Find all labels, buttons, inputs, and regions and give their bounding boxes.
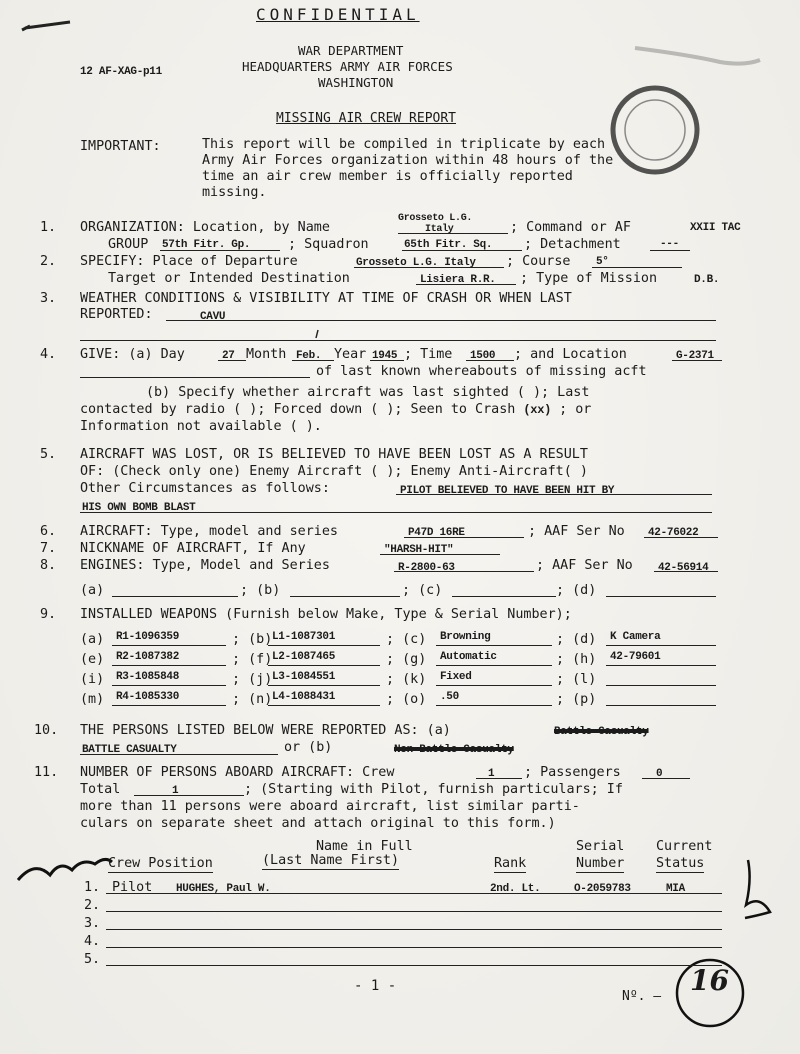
month-label: Month	[246, 347, 287, 362]
target-value[interactable]: Lisiera R.R.	[420, 274, 496, 286]
engine-a-label: (a)	[80, 583, 105, 598]
location-label: ; and Location	[514, 347, 627, 362]
weapon-underline	[606, 691, 716, 706]
header-serial-top: Serial	[576, 839, 625, 854]
header-position: Crew Position	[108, 856, 213, 871]
engines-ser-value[interactable]: 42-56914	[658, 562, 709, 574]
passengers-underline	[642, 764, 690, 779]
weapon-key: ; (j)	[232, 672, 273, 687]
page-number: - 1 -	[354, 978, 397, 994]
year-underline	[370, 346, 404, 361]
crew-row-line	[106, 879, 722, 894]
starting-with-pilot-line: ; (Starting with Pilot, furnish particulars; If	[244, 782, 623, 797]
weapon-value[interactable]: 42-79601	[610, 651, 661, 663]
reported-as-label: THE PERSONS LISTED BELOW WERE REPORTED AS: (a)	[80, 723, 451, 738]
course-label: ; Course	[506, 254, 571, 269]
weapon-key: (a)	[80, 632, 105, 647]
engines-model-underline	[394, 557, 534, 572]
section-11-number: 11.	[34, 765, 59, 780]
postmark-stamp-inner	[625, 100, 685, 160]
circumstances-value-1[interactable]: PILOT BELIEVED TO HAVE BEEN HIT BY	[400, 485, 615, 497]
weapon-value[interactable]: L4-1088431	[272, 691, 336, 703]
crew-row-number: 3.	[84, 916, 101, 931]
weapon-underline	[268, 671, 380, 686]
weapon-underline	[112, 671, 226, 686]
time-underline	[466, 346, 514, 361]
squadron-underline	[402, 236, 522, 251]
detachment-label: ; Detachment	[524, 237, 621, 252]
crew-row-line	[106, 915, 722, 930]
lost-line-2: OF: (Check only one) Enemy Aircraft ( ); Enemy Anti-Aircraft( )	[80, 464, 588, 479]
number-label: Nº. —	[622, 989, 662, 1004]
total-label: Total	[80, 782, 121, 797]
non-battle-casualty-struck[interactable]: Non-Battle Casualty	[394, 744, 514, 756]
reported-label: REPORTED:	[80, 307, 153, 322]
weapon-value[interactable]: R4-1085330	[116, 691, 180, 703]
weapon-underline	[112, 651, 226, 666]
weapon-underline	[606, 671, 716, 686]
nickname-value[interactable]: "HARSH-HIT"	[384, 544, 454, 556]
important-line-2: Army Air Forces organization within 48 hours of the	[202, 153, 614, 168]
specify-label: SPECIFY: Place of Departure	[80, 254, 298, 269]
weapon-key: ; (k)	[386, 672, 427, 687]
year-label: Year	[334, 347, 367, 362]
detachment-value[interactable]: ---	[660, 238, 679, 250]
header-name-bot: (Last Name First)	[262, 853, 400, 868]
aircraft-ser-underline	[644, 523, 718, 538]
section-9-number: 9.	[40, 607, 57, 622]
mission-value[interactable]: D.B.	[694, 274, 720, 286]
target-underline	[416, 270, 516, 285]
weapon-value[interactable]: R2-1087382	[116, 651, 180, 663]
mission-label: ; Type of Mission	[520, 271, 658, 286]
weapon-key: ; (l)	[556, 672, 597, 687]
section-4-number: 4.	[40, 347, 57, 362]
year-value[interactable]: 1945	[372, 350, 398, 362]
info-line: Information not available ( ).	[80, 419, 322, 434]
weather-underline-2	[80, 326, 716, 341]
weapons-label: INSTALLED WEAPONS (Furnish below Make, Type & Serial Number);	[80, 607, 572, 622]
squadron-value[interactable]: 65th Fitr. Sq.	[404, 239, 493, 251]
weapon-value[interactable]: Automatic	[440, 651, 497, 663]
course-underline	[592, 253, 682, 268]
engines-ser-underline	[654, 557, 718, 572]
lost-line-1: AIRCRAFT WAS LOST, OR IS BELIEVED TO HAVE BEEN LOST AS A RESULT	[80, 447, 588, 462]
weapon-key: (e)	[80, 652, 105, 667]
location-underline	[398, 219, 508, 234]
section-2-number: 2.	[40, 254, 57, 269]
engine-d-underline[interactable]	[606, 582, 716, 597]
weapon-underline	[268, 631, 380, 646]
weather-underline	[166, 306, 716, 321]
engines-label: ENGINES: Type, Model and Series	[80, 558, 330, 573]
weapon-key: ; (f)	[232, 652, 273, 667]
persons-aboard-label: NUMBER OF PERSONS ABOARD AIRCRAFT: Crew	[80, 765, 395, 780]
crew-count-value[interactable]: 1	[488, 768, 495, 780]
crew-row-line	[106, 933, 722, 948]
right-margin-signature	[745, 860, 770, 918]
location-coord-value[interactable]: G-2371	[676, 350, 714, 362]
nickname-label: NICKNAME OF AIRCRAFT, If Any	[80, 541, 306, 556]
passengers-value[interactable]: 0	[656, 768, 663, 780]
weapon-value[interactable]: L3-1084551	[272, 671, 336, 683]
engines-ser-label: ; AAF Ser No	[536, 558, 633, 573]
weapon-underline	[606, 651, 716, 666]
section-10-number: 10.	[34, 723, 59, 738]
crew-count-underline	[476, 764, 522, 779]
engine-c-underline[interactable]	[452, 582, 556, 597]
aircraft-type-underline	[404, 523, 524, 538]
section-1-number: 1.	[40, 220, 57, 235]
target-label: Target or Intended Destination	[108, 271, 350, 286]
course-value[interactable]: 5°	[596, 256, 609, 268]
give-label: GIVE: (a) Day	[80, 347, 185, 362]
group-label: GROUP	[108, 237, 149, 252]
section-7-number: 7.	[40, 541, 57, 556]
crew-name-cell[interactable]: HUGHES, Paul W.	[176, 883, 271, 895]
weapon-key: (i)	[80, 672, 105, 687]
group-underline	[160, 236, 280, 251]
battle-casualty-struck[interactable]: Battle Casualty	[554, 726, 649, 738]
weapon-key: ; (h)	[556, 652, 597, 667]
weapon-value[interactable]: .50	[440, 691, 459, 703]
engines-model-value[interactable]: R-2800-63	[398, 562, 455, 574]
crew-position-cell[interactable]: Pilot	[112, 880, 153, 895]
reported-as-value[interactable]: BATTLE CASUALTY	[82, 744, 177, 756]
important-line-1: This report will be compiled in triplicate by each	[202, 137, 606, 152]
classification-header: CONFIDENTIAL	[256, 5, 420, 24]
command-label: ; Command or AF	[510, 220, 631, 235]
contacted-line-end: ; or	[559, 402, 592, 417]
weapon-key: ; (p)	[556, 692, 597, 707]
crew-serial-cell[interactable]: O-2059783	[574, 883, 631, 895]
section-3-number: 3.	[40, 291, 57, 306]
header-status-bot: Status	[656, 856, 705, 871]
month-underline	[292, 346, 334, 361]
stamp-smudge	[635, 48, 760, 64]
circumstances-underline-1	[396, 480, 712, 495]
weapon-value[interactable]: K Camera	[610, 631, 661, 643]
weapon-value[interactable]: R3-1085848	[116, 671, 180, 683]
circumstances-underline-2	[80, 498, 712, 513]
location-coord-underline	[672, 346, 722, 361]
header-status-top: Current	[656, 839, 713, 854]
total-underline	[134, 781, 244, 796]
aircraft-type-label: AIRCRAFT: Type, model and series	[80, 524, 338, 539]
weapon-underline	[268, 651, 380, 666]
weapon-value[interactable]: L1-1087301	[272, 631, 336, 643]
header-rank: Rank	[494, 856, 527, 871]
weapon-key: (m)	[80, 692, 105, 707]
sighted-line: (b) Specify whether aircraft was last sighted ( ); Last	[146, 385, 590, 400]
section-8-number: 8.	[40, 558, 57, 573]
crash-check-mark[interactable]: (xx)	[523, 403, 552, 417]
important-line-4: missing.	[202, 185, 267, 200]
aircraft-type-value[interactable]: P47D 16RE	[408, 527, 465, 539]
hq-heading: HEADQUARTERS ARMY AIR FORCES	[242, 59, 453, 74]
detachment-underline	[650, 236, 690, 251]
weapon-value[interactable]: L2-1087465	[272, 651, 336, 663]
weapon-underline	[112, 691, 226, 706]
important-line-3: time an air crew member is officially reported	[202, 169, 573, 184]
weapon-key: ; (n)	[232, 692, 273, 707]
weapon-underline	[436, 691, 552, 706]
contacted-line: contacted by radio ( ); Forced down ( ); Seen to Crash	[80, 402, 516, 417]
weapon-key: ; (d)	[556, 632, 597, 647]
whereabouts-underline	[80, 363, 310, 378]
section-6-number: 6.	[40, 524, 57, 539]
weapon-key: ; (c)	[386, 632, 427, 647]
location-value-line-b[interactable]: Italy	[425, 224, 454, 235]
weapon-underline	[268, 691, 380, 706]
more-than-line: more than 11 persons were aboard aircraft, list similar parti-	[80, 799, 580, 814]
or-b-label: or (b)	[284, 740, 333, 755]
crew-rank-cell[interactable]: 2nd. Lt.	[490, 883, 541, 895]
weapon-key: ; (b)	[232, 632, 273, 647]
time-label: ; Time	[404, 347, 453, 362]
nickname-underline	[380, 540, 500, 555]
weapon-value[interactable]: Browning	[440, 631, 491, 643]
file-reference: 12 AF-XAG-p11	[80, 66, 162, 78]
month-value[interactable]: Feb.	[296, 350, 322, 362]
initials-signature	[18, 859, 112, 880]
section-5-number: 5.	[40, 447, 57, 462]
squadron-label: ; Squadron	[288, 237, 369, 252]
engine-c-label: ; (c)	[402, 583, 443, 598]
whereabouts-label: of last known whereabouts of missing acft	[316, 364, 647, 379]
aircraft-ser-label: ; AAF Ser No	[528, 524, 625, 539]
weapon-value[interactable]: Fixed	[440, 671, 472, 683]
day-value[interactable]: 27	[222, 350, 235, 362]
crew-row-number: 5.	[84, 952, 101, 967]
total-value[interactable]: 1	[172, 785, 179, 797]
corner-mark	[22, 22, 70, 30]
weapon-underline	[112, 631, 226, 646]
city-heading: WASHINGTON	[318, 75, 394, 90]
weapon-underline	[436, 651, 552, 666]
weapon-value[interactable]: R1-1096359	[116, 631, 180, 643]
engine-a-underline[interactable]	[112, 582, 238, 597]
engine-b-underline[interactable]	[290, 582, 400, 597]
weapon-key: ; (g)	[386, 652, 427, 667]
weather-label: WEATHER CONDITIONS & VISIBILITY AT TIME OF CRASH OR WHEN LAST	[80, 291, 572, 306]
departure-value[interactable]: Grosseto L.G. Italy	[356, 257, 476, 269]
important-label: IMPORTANT:	[80, 139, 161, 154]
crew-row-number: 4.	[84, 934, 101, 949]
time-value[interactable]: 1500	[470, 350, 496, 362]
header-name-top: Name in Full	[316, 839, 413, 854]
location-value-line-a[interactable]: Grosseto L.G.	[398, 213, 473, 224]
header-serial-bot: Number	[576, 856, 625, 871]
day-underline	[218, 346, 246, 361]
aircraft-ser-value[interactable]: 42-76022	[648, 527, 699, 539]
handwritten-number: 16	[690, 964, 729, 997]
weapon-underline	[436, 671, 552, 686]
weapon-underline	[606, 631, 716, 646]
engine-b-label: ; (b)	[240, 583, 281, 598]
weapon-key: ; (o)	[386, 692, 427, 707]
department-heading: WAR DEPARTMENT	[298, 43, 404, 58]
circumstances-label: Other Circumstances as follows:	[80, 481, 330, 496]
weapon-underline	[436, 631, 552, 646]
circumstances-value-2[interactable]: HIS OWN BOMB BLAST	[82, 502, 196, 514]
weather-value[interactable]: CAVU	[200, 311, 226, 323]
crew-row-number: 1.	[84, 880, 101, 895]
command-value[interactable]: XXII TAC	[690, 222, 741, 234]
organization-label: ORGANIZATION: Location, by Name	[80, 220, 330, 235]
passengers-label: ; Passengers	[524, 765, 621, 780]
form-title: MISSING AIR CREW REPORT	[276, 111, 457, 126]
reported-as-underline	[80, 740, 278, 755]
crew-row-line	[106, 951, 722, 966]
group-value[interactable]: 57th Fitr. Gp.	[162, 239, 251, 251]
crew-status-cell[interactable]: MIA	[666, 883, 685, 895]
culars-line: culars on separate sheet and attach original to this form.)	[80, 816, 556, 831]
engine-d-label: ; (d)	[556, 583, 597, 598]
crew-row-number: 2.	[84, 898, 101, 913]
departure-underline	[354, 253, 504, 268]
crew-row-line	[106, 897, 722, 912]
